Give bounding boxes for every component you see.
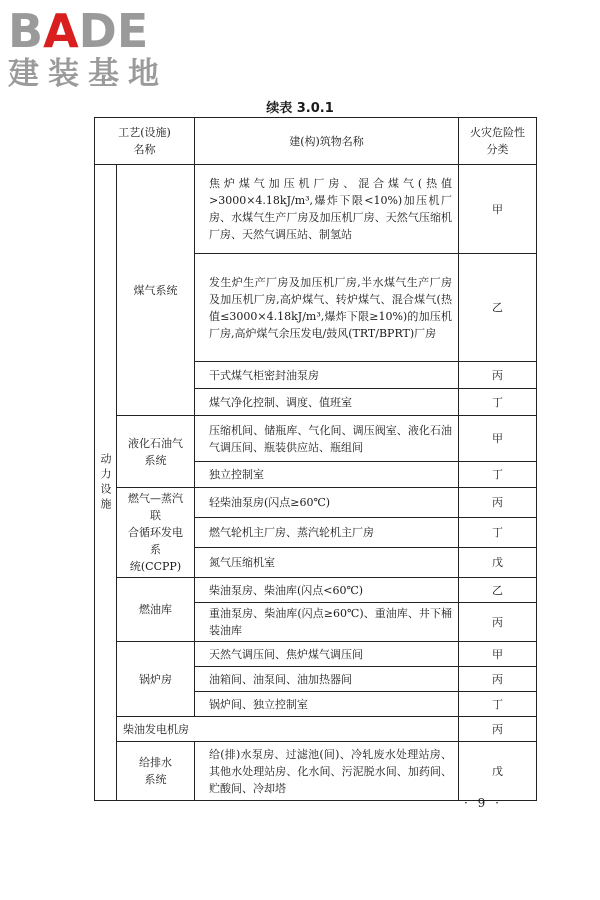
building-cell: 燃气轮机主厂房、蒸汽轮机主厂房 <box>195 518 459 548</box>
building-cell: 煤气净化控制、调度、值班室 <box>195 389 459 416</box>
fire-risk-table <box>94 117 537 801</box>
risk-class-cell: 甲 <box>459 165 537 254</box>
bade-logo <box>8 4 183 92</box>
subsystem-cell <box>117 488 195 578</box>
table-body <box>95 118 537 801</box>
risk-class-cell: 丁 <box>459 692 537 717</box>
building-cell: 焦炉煤气加压机厂房、混合煤气(热值>3000×4.18kJ/m³,爆炸下限<10%)加压机厂房、水煤气生产厂房及加压机厂房、天然气压缩机厂房、天然气调压站、制氢站 <box>195 165 459 254</box>
page-number: · 9 · <box>464 796 502 810</box>
header-risk <box>459 118 537 165</box>
subsystem-name: 煤气系统 <box>133 283 178 297</box>
risk-class-cell: 乙 <box>459 254 537 362</box>
risk-class-cell: 甲 <box>459 416 537 462</box>
category-cell: 动力设施 <box>95 165 117 801</box>
table-caption: 续表 3.0.1 <box>266 101 334 116</box>
risk-class-cell: 丁 <box>459 462 537 488</box>
table-row <box>95 642 537 667</box>
table-row <box>95 488 537 518</box>
risk-class-cell: 丙 <box>459 488 537 518</box>
logo-letter-a: A <box>43 4 79 58</box>
risk-class-cell: 丙 <box>459 362 537 389</box>
building-cell: 氮气压缩机室 <box>195 548 459 578</box>
subsystem-cell <box>117 642 195 717</box>
building-cell: 油箱间、油泵间、油加热器间 <box>195 667 459 692</box>
logo-letter-b: B <box>8 4 44 58</box>
building-cell: 发生炉生产厂房及加压机厂房,半水煤气生产厂房及加压机厂房,高炉煤气、转炉煤气、混合煤气(热值≤3000×4.18kJ/m³,爆炸下限≥10%)的加压机厂房,高炉煤气余压发电/鼓风(TRT/BPRT)厂房 <box>195 254 459 362</box>
building-cell: 干式煤气柜密封油泵房 <box>195 362 459 389</box>
table-row <box>95 416 537 462</box>
building-cell: 重油泵房、柴油库(闪点≥60℃)、重油库、井下桶装油库 <box>195 603 459 642</box>
header-row <box>95 118 537 165</box>
subsystem-name: 燃气—蒸汽联 合循环发电系 统(CCPP) <box>128 492 183 573</box>
table-row <box>95 717 537 742</box>
subsystem-name: 液化石油气 系统 <box>128 436 183 467</box>
building-cell: 柴油泵房、柴油库(闪点<60℃) <box>195 578 459 603</box>
risk-class-cell: 乙 <box>459 578 537 603</box>
header-process-text: 工艺(设施) 名称 <box>118 126 171 156</box>
building-cell: 天然气调压间、焦炉煤气调压间 <box>195 642 459 667</box>
risk-class-cell: 戊 <box>459 548 537 578</box>
subsystem-cell <box>117 578 195 642</box>
table-row <box>95 742 537 801</box>
building-cell: 锅炉间、独立控制室 <box>195 692 459 717</box>
table-row <box>95 165 537 254</box>
risk-class-cell: 丙 <box>459 667 537 692</box>
logo-subtitle: 建装基地 <box>8 56 168 92</box>
header-building: 建(构)筑物名称 <box>195 118 459 165</box>
subsystem-name: 锅炉房 <box>139 672 172 686</box>
risk-class-cell: 戊 <box>459 742 537 801</box>
table-row <box>95 578 537 603</box>
building-cell: 轻柴油泵房(闪点≥60℃) <box>195 488 459 518</box>
risk-class-cell: 丙 <box>459 603 537 642</box>
subsystem-cell <box>117 416 195 488</box>
merged-cell: 柴油发电机房 <box>117 717 459 742</box>
risk-class-cell: 丁 <box>459 518 537 548</box>
building-cell: 给(排)水泵房、过滤池(间)、冷轧废水处理站房、其他水处理站房、化水间、污泥脱水间、加药间、贮酸间、冷却塔 <box>195 742 459 801</box>
logo-letters-de: DE <box>78 4 149 58</box>
building-cell: 压缩机间、储瓶库、气化间、调压阀室、液化石油气调压间、瓶装供应站、瓶组间 <box>195 416 459 462</box>
risk-class-cell: 丙 <box>459 717 537 742</box>
logo-wordmark <box>8 4 183 58</box>
subsystem-cell <box>117 165 195 416</box>
building-cell: 独立控制室 <box>195 462 459 488</box>
risk-class-cell: 甲 <box>459 642 537 667</box>
subsystem-name: 给排水 系统 <box>139 756 172 786</box>
subsystem-cell <box>117 742 195 801</box>
header-process <box>95 118 195 165</box>
subsystem-name: 燃油库 <box>139 603 172 616</box>
header-risk-text: 火灾危险性 分类 <box>470 126 525 156</box>
risk-class-cell: 丁 <box>459 389 537 416</box>
